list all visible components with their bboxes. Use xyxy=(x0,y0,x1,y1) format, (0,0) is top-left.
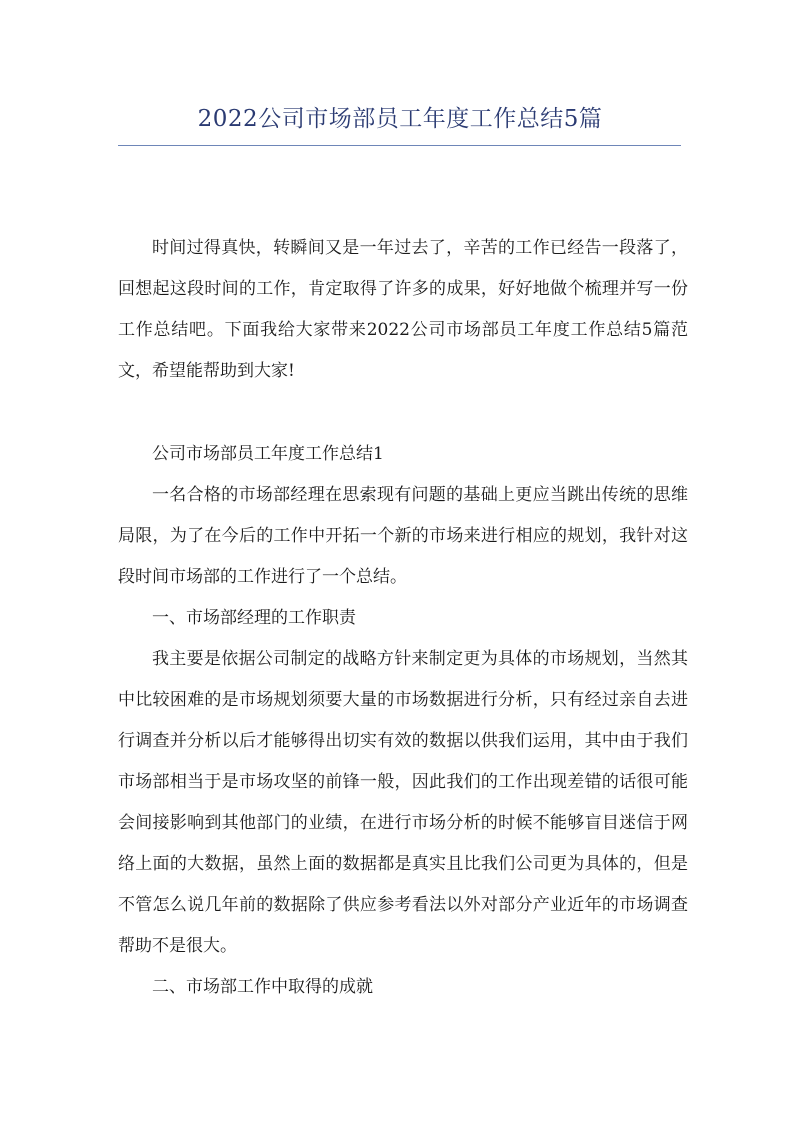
section-heading: 二、市场部工作中取得的成就 xyxy=(152,977,373,997)
section-heading: 一、市场部经理的工作职责 xyxy=(152,608,356,628)
section-title: 公司市场部员工年度工作总结1 xyxy=(152,444,384,464)
title-underline xyxy=(118,145,681,146)
intro-paragraph: 时间过得真快，转瞬间又是一年过去了，辛苦的工作已经告一段落了，回想起这段时间的工作，肯定取得了许多的成果，好好地做个梳理并写一份工作总结吧。下面我给大家带来2022公司市场部员工年度工作总结5篇范文，希望能帮助到大家! xyxy=(118,238,688,381)
document-body xyxy=(118,228,688,1008)
section-paragraph: 一名合格的市场部经理在思索现有问题的基础上更应当跳出传统的思维局限，为了在今后的工作中开拓一个新的市场来进行相应的规划，我针对这段时间市场部的工作进行了一个总结。 xyxy=(118,485,688,587)
section-paragraph: 我主要是依据公司制定的战略方针来制定更为具体的市场规划，当然其中比较困难的是市场规划须要大量的市场数据进行分析，只有经过亲自去进行调查并分析以后才能够得出切实有效的数据以供我们运用，其中由于我们市场部相当于是市场攻坚的前锋一般，因此我们的工作出现差错的话很可能会间接影响到其他部门的业绩，在进行市场分析的时候不能够盲目迷信于网络上面的大数据，虽然上面的数据都是真实且比我们公司更为具体的，但是不管怎么说几年前的数据除了供应参考看法以外对部分产业近年的市场调查帮助不是很大。 xyxy=(118,649,688,956)
document-title: 2022公司市场部员工年度工作总结5篇 xyxy=(197,106,603,132)
paragraph-gap xyxy=(118,392,688,434)
